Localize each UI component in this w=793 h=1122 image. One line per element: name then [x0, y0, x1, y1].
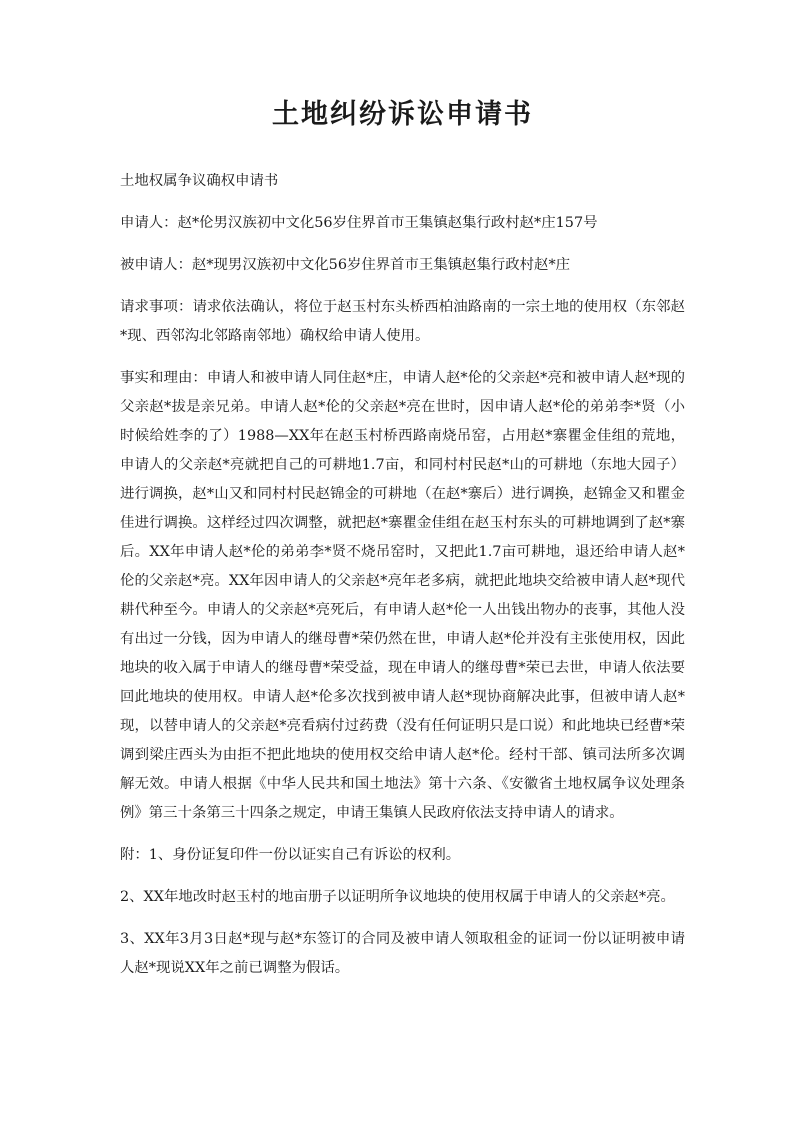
attachment-paragraph-1: 附：1、身份证复印件一份以证实自己有诉讼的权利。 — [120, 847, 461, 863]
attachment-paragraph-3: 3、XX年3月3日赵*现与赵*东签订的合同及被申请人领取租金的证词一份以证明被申请人赵*现说XX年之前已调整为假话。 — [120, 931, 685, 976]
document-title: 土地纠纷诉讼申请书 — [272, 99, 533, 130]
subtitle-paragraph: 土地权属争议确权申请书 — [120, 173, 279, 189]
respondent-paragraph: 被申请人：赵*现男汉族初中文化56岁住界首市王集镇赵集行政村赵*庄 — [120, 257, 571, 273]
request-paragraph: 请求事项：请求依法确认，将位于赵玉村东头桥西柏油路南的一宗土地的使用权（东邻赵*现、西邻沟北邻路南邻地）确权给申请人使用。 — [120, 299, 685, 344]
document-page — [120, 92, 685, 996]
applicant-paragraph: 申请人：赵*伦男汉族初中文化56岁住界首市王集镇赵集行政村赵*庄157号 — [120, 215, 598, 231]
facts-paragraph: 事实和理由：申请人和被申请人同住赵*庄，申请人赵*伦的父亲赵*亮和被申请人赵*现的父亲赵*拔是亲兄弟。申请人赵*伦的父亲赵*亮在世时，因申请人赵*伦的弟弟李*贤（小时候给姓李的了）1988—XX年在赵玉村桥西路南烧吊窑，占用赵*寨瞿金佳组的荒地，申请人的父亲赵*亮就把自己的可耕地1.7亩，和同村村民赵*山的可耕地（东地大园子）进行调换，赵*山又和同村村民赵锦金的可耕地（在赵*寨后）进行调换，赵锦金又和瞿金佳进行调换。这样经过四次调整，就把赵*寨瞿金佳组在赵玉村东头的可耕地调到了赵*寨后。XX年申请人赵*伦的弟弟李*贤不烧吊窑时，又把此1.7亩可耕地，退还给申请人赵*伦的父亲赵*亮。XX年因申请人的父亲赵*亮年老多病，就把此地块交给被申请人赵*现代耕代种至今。申请人的父亲赵*亮死后，有申请人赵*伦一人出钱出物办的丧事，其他人没有出过一分钱，因为申请人的继母曹*荣仍然在世，申请人赵*伦并没有主张使用权，因此地块的收入属于申请人的继母曹*荣受益，现在申请人的继母曹*荣已去世，申请人依法要回此地块的使用权。申请人赵*伦多次找到被申请人赵*现协商解决此事，但被申请人赵*现，以替申请人的父亲赵*亮看病付过药费（没有任何证明只是口说）和此地块已经曹*荣调到梁庄西头为由拒不把此地块的使用权交给申请人赵*伦。经村干部、镇司法所多次调解无效。申请人根据《中华人民共和国土地法》第十六条、《安徽省土地权属争议处理条例》第三十条第三十四条之规定，申请王集镇人民政府依法支持申请人的请求。 — [120, 370, 685, 821]
attachment-paragraph-2: 2、XX年地改时赵玉村的地亩册子以证明所争议地块的使用权属于申请人的父亲赵*亮。 — [120, 889, 675, 905]
